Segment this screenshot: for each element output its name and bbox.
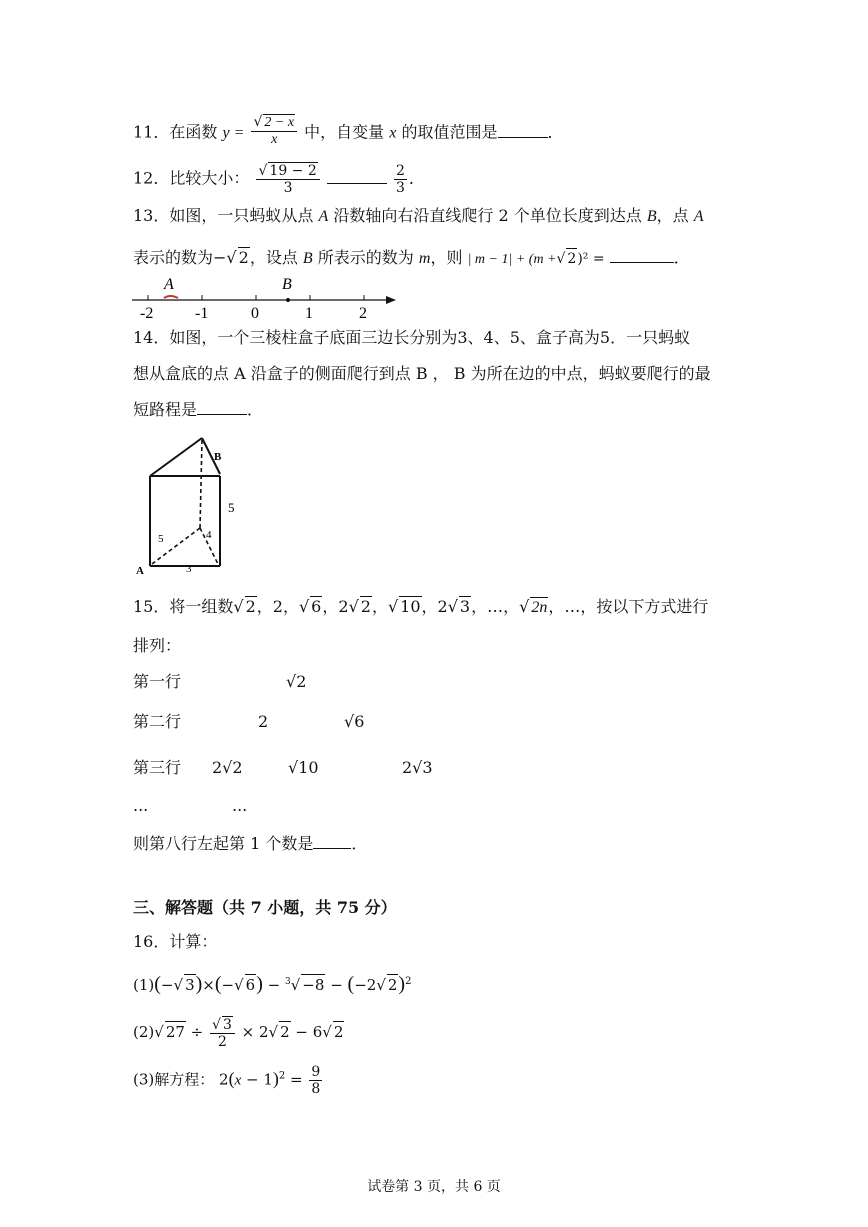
q15-seq-9: … [564, 597, 581, 616]
prism-label-height: 5 [228, 500, 235, 515]
q15-seq-8: 2n [531, 599, 548, 616]
q11-var: x [389, 124, 397, 142]
q15-seq-4: 10 [400, 597, 421, 616]
q13-text-2d: ，则 [430, 248, 463, 267]
q15-seq-6: 3 [459, 597, 471, 616]
q15-end: ． [351, 834, 368, 853]
q13-sqrt2: 2 [238, 248, 249, 267]
q16-part-2: (2)√ 27 ÷ $\frac{√ 3}{2}$ × 2√ 2 − 6√ 2 [133, 1017, 344, 1050]
q11-text-post2: 的取值范围是 [401, 122, 498, 142]
question-14-line-3 [133, 398, 263, 420]
q13-text-1: 如图，一只蚂蚁从点 [169, 206, 314, 225]
q11-denominator: x [271, 132, 278, 147]
tick-label-1: 1 [305, 305, 313, 322]
q16-p2-label: (2) [133, 1023, 155, 1041]
q11-text-post: 中，自变量 [304, 122, 385, 142]
q15-seq-0: 2 [245, 597, 256, 616]
q12-a-num: 19 − 2 [269, 163, 317, 179]
q15-row-2-item-2: √6 [344, 712, 365, 731]
q13-text-2a: 表示的数为 [133, 248, 214, 267]
q15-text-1: 15．将一组数 [133, 597, 234, 616]
tick-label-neg1: -1 [195, 305, 209, 322]
q15-seq-1: 2 [272, 597, 283, 616]
q15-seq-5: 2 [437, 597, 448, 616]
number-line-arrow-icon [386, 296, 396, 304]
q12-a-den: 3 [283, 180, 293, 196]
q15-row-3-label: 第三行 [133, 758, 182, 777]
prism-label-edge-3: 3 [186, 563, 192, 575]
q12-b-den: 3 [395, 179, 405, 196]
q11-number: 11． [133, 122, 170, 142]
q13-expr-end: )² = [577, 251, 605, 267]
q15-row-1-item-1: √2 [286, 672, 307, 691]
prism-label-edge-5: 5 [158, 533, 164, 545]
q13-end: ． [673, 248, 690, 267]
q13-point-b2: B [302, 250, 313, 267]
q11-answer-blank[interactable] [498, 121, 548, 138]
tick-label-0: 0 [251, 305, 259, 322]
q12-fraction-a: $\frac{√ 19 - 2}{3}$ [256, 162, 319, 196]
q15-row-3-item-3: 2√3 [402, 758, 433, 777]
q13-text-2b: ，设点 [249, 248, 298, 267]
q15-seq-7: … [487, 597, 504, 616]
q12-answer-blank[interactable] [327, 167, 387, 184]
q15-row-1-label: 第一行 [133, 672, 182, 691]
q12-b-num: 2 [395, 162, 405, 179]
prism-figure [130, 432, 250, 578]
q13-point-a: A [318, 208, 329, 225]
prism-label-b: B [214, 451, 222, 463]
q14-text-3: 短路程是 [133, 400, 198, 419]
q13-number: 13． [133, 206, 170, 225]
q13-expression: | m − 1| + (m + [467, 252, 557, 267]
q13-point-b: B [646, 208, 657, 225]
q16-p3-den: 8 [311, 1081, 321, 1097]
q15-ellipsis-item: ... [232, 796, 248, 815]
q13-point-a2: A [693, 208, 704, 225]
q13-text-1b: 沿数轴向右沿直线爬行 2 个单位长度到达点 [333, 206, 642, 225]
q15-seq-2: 6 [311, 597, 322, 616]
q15-row-2-item-1: 2 [258, 712, 269, 731]
q16-p3-num: 9 [311, 1064, 321, 1080]
q15-question-text: 则第八行左起第 1 个数是 [133, 834, 314, 853]
q16-part-1: (1)(−√ 3)×(−√ 6) − $^3$√ −8 − (−2√ 2)$^2$ [133, 973, 412, 995]
q13-neg: − [213, 248, 227, 267]
q12-number: 12． [133, 168, 170, 188]
number-line-figure [128, 272, 408, 322]
q11-end: ． [547, 122, 564, 142]
q16-part-3: (3)解方程： $2(x - 1)^2$ = $\frac{9}{8}$ [133, 1064, 321, 1097]
q13-text-1c: ，点 [656, 206, 689, 225]
q14-end: ． [247, 400, 264, 419]
q13-text-2c: 所表示的数为 [317, 248, 414, 267]
q11-y-eq: y = [222, 124, 245, 142]
q14-answer-blank[interactable] [197, 398, 247, 415]
tick-label-2: 2 [359, 305, 367, 322]
tick-label-neg2: -2 [140, 305, 154, 322]
prism-label-a: A [136, 565, 144, 577]
page-footer: 试卷第 3 页，共 6 页 [367, 1179, 501, 1195]
question-14-line-1: 14．如图，一个三棱柱盒子底面三边长分别为3、4、5、盒子高为5．一只蚂蚁 [133, 328, 691, 347]
section-3-title: 三、解答题（共 7 小题，共 75 分） [133, 898, 397, 917]
q15-seq-3: 2 [338, 597, 349, 616]
point-a-label: A [164, 276, 174, 293]
q13-answer-blank[interactable] [610, 246, 674, 263]
prism-hidden-vertical-edge [200, 440, 202, 528]
question-12 [133, 162, 425, 196]
point-b-label: B [282, 276, 292, 293]
question-13-line-2: 表示的数为−√ 2，设点 B 所表示的数为 m，则 | m − 1| + (m +√ 2)² = ． [133, 248, 690, 267]
q16-p1-label: (1) [133, 976, 155, 994]
q15-text-1-end: ，按以下方式进行 [580, 597, 709, 616]
question-15-question [133, 832, 367, 854]
q11-text-pre: 在函数 [169, 122, 218, 142]
question-11 [133, 116, 564, 150]
point-a-marker [164, 296, 178, 298]
prism-label-edge-4: 4 [206, 529, 212, 541]
q13-m: m [418, 250, 431, 267]
q15-row-2-label: 第二行 [133, 712, 182, 731]
question-15-line-2: 排列： [133, 636, 182, 655]
q15-answer-blank[interactable] [313, 832, 351, 849]
prism-top-left-edge [150, 438, 202, 476]
q15-row-3-item-2: √10 [288, 758, 319, 777]
question-15-line-1: 15．将一组数√ 2，2，√ 6，2√ 2，√ 10，2√ 3，…，√ 2n，…，按以下方式进行 [133, 597, 709, 616]
point-b-dot [286, 298, 290, 302]
question-16-title: 16．计算： [133, 932, 218, 951]
question-14-line-2: 想从盒底的点 A 沿盒子的侧面爬行到点 B ， B 为所在边的中点，蚂蚁要爬行的最 [133, 364, 711, 383]
q15-row-3-item-1: 2√2 [212, 758, 243, 777]
q12-text: 比较大小： [169, 168, 250, 188]
q13-expr-rad: 2 [566, 248, 577, 269]
question-13-line-1 [133, 206, 703, 227]
q12-fraction-b [394, 163, 407, 196]
q16-p3-label: (3)解方程： [133, 1070, 215, 1089]
q15-ellipsis-label: ... [133, 796, 149, 815]
q11-fraction: $\frac{√ 2 - x}{x}$ [251, 114, 297, 148]
q11-radicand: 2 − x [264, 115, 295, 130]
q12-end: ． [408, 168, 425, 188]
